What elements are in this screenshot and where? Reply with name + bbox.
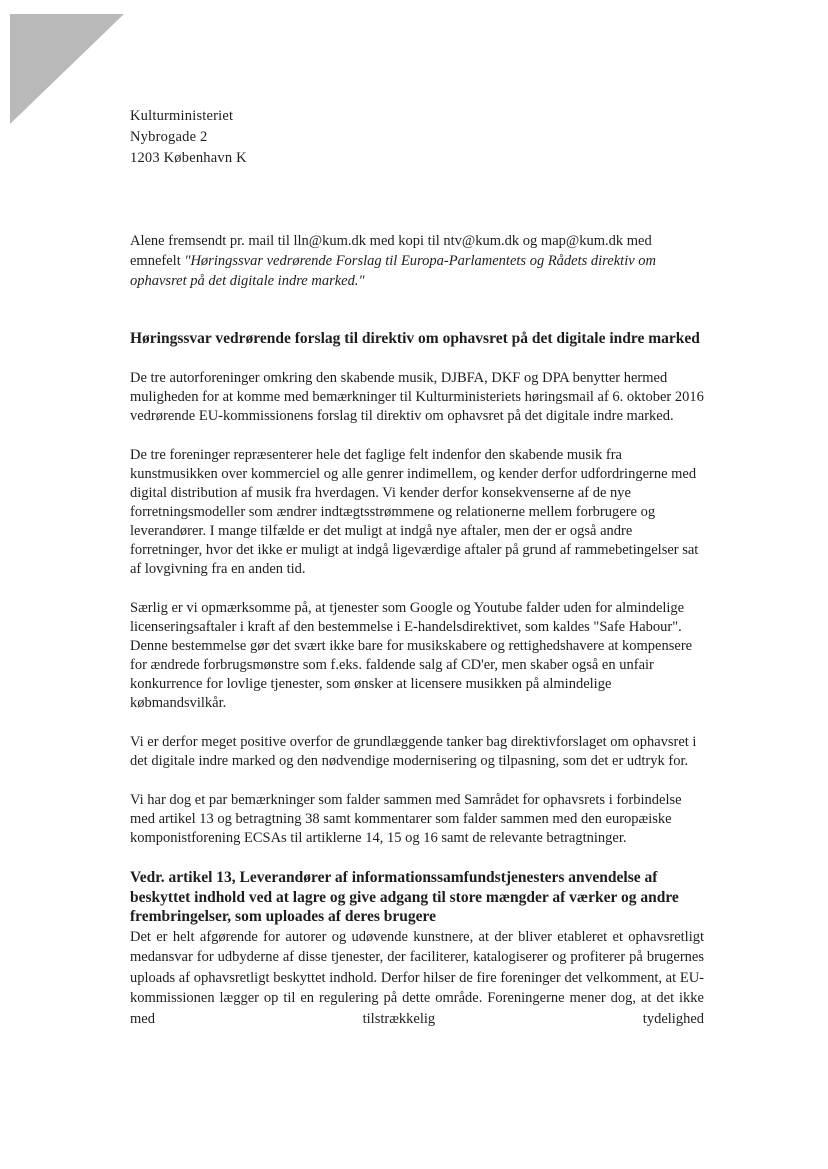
email-subject: "Høringssvar vedrørende Forslag til Europa-Parlamentets og Rådets direktiv om ophavsret på det digitale indre marked." bbox=[130, 253, 656, 289]
document-page bbox=[130, 106, 704, 1029]
sent-note bbox=[130, 231, 704, 291]
document-heading: Høringssvar vedrørende forslag til direktiv om ophavsret på det digitale indre marked bbox=[130, 330, 700, 347]
recipient-address bbox=[130, 106, 704, 169]
body-paragraph: Vi er derfor meget positive overfor de grundlæggende tanker bag direktivforslaget om ophavsret i det digitale indre marked og den nødvendige modernisering og tilpasning, som det er udtryk for. bbox=[130, 734, 697, 769]
body-paragraph: Særlig er vi opmærksomme på, at tjenester som Google og Youtube falder uden for almindelige licenseringsaftaler i kraft af den bestemmelse i E-handelsdirektivet, som kaldes "Safe Habour". Denne bestemmelse gør det svært ikke bare for musikskabere og rettighedshavere at kompensere for ændrede forbrugsmønstre som f.eks. faldende salg af CD'er, men skaber også en unfair konkurrence for lovlige tjenester, som ønsker at licensere musikken på almindelige købmandsvilkår. bbox=[130, 600, 693, 711]
section-paragraph: Det er helt afgørende for autorer og udøvende kunstnere, at der bliver etableret et ophavsretligt medansvar for udbyderne af disse tjenester, der faciliterer, katalogiserer og profiterer på brugernes uploads af ophavsretligt beskyttet indhold. Derfor hilser de fire foreninger det velkomment, at EU-kommissionen lægger op til en regulering på dette område. Foreningerne mener dog, at det ikke med tilstrækkelig tydelighed bbox=[130, 928, 704, 1027]
body-paragraph: De tre foreninger repræsenterer hele det faglige felt indenfor den skabende musik fra kunstmusikken over kommerciel og alle genrer indimellem, og kender derfor udfordringerne med digital distribution af musik fra hverdagen. Vi kender derfor konsekvenserne af de nye forretningsmodeller som ændrer indtægtsstrømmene og relationerne mellem forbrugere og leverandører. I mange tilfælde er det muligt at indgå nye aftaler, men der er også andre forretninger, hvor det ikke er muligt at indgå ligeværdige aftaler på grund af rammebetingelser sat af lovgivning fra en anden tid. bbox=[130, 447, 699, 577]
address-line: 1203 København K bbox=[130, 150, 247, 166]
body-paragraph: Vi har dog et par bemærkninger som falder sammen med Samrådet for ophavsrets i forbindelse med artikel 13 og betragtning 38 samt kommentarer som falder sammen med den europæiske komponistforening ECSAs til artiklerne 14, 15 og 16 samt de relevante betragtninger. bbox=[130, 792, 682, 846]
body-paragraph: De tre autorforeninger omkring den skabende musik, DJBFA, DKF og DPA benytter hermed muligheden for at komme med bemærkninger til Kulturministeriets høringsmail af 6. oktober 2016 vedrørende EU-kommissionens forslag til direktiv om ophavsret på det digitale indre marked. bbox=[130, 370, 704, 424]
section-heading: Vedr. artikel 13, Leverandører af informationssamfundstjenesters anvendelse af beskyttet indhold ved at lagre og give adgang til store mængder af værker og andre frembringelser, som uploades af deres brugere bbox=[130, 869, 679, 925]
folded-corner-mark bbox=[10, 14, 124, 124]
address-line: Kulturministeriet bbox=[130, 108, 234, 124]
address-line: Nybrogade 2 bbox=[130, 129, 208, 145]
sent-note-text: Alene fremsendt pr. mail til lln@kum.dk med kopi til ntv@kum.dk og map@kum.dk med emnefelt bbox=[130, 233, 652, 269]
